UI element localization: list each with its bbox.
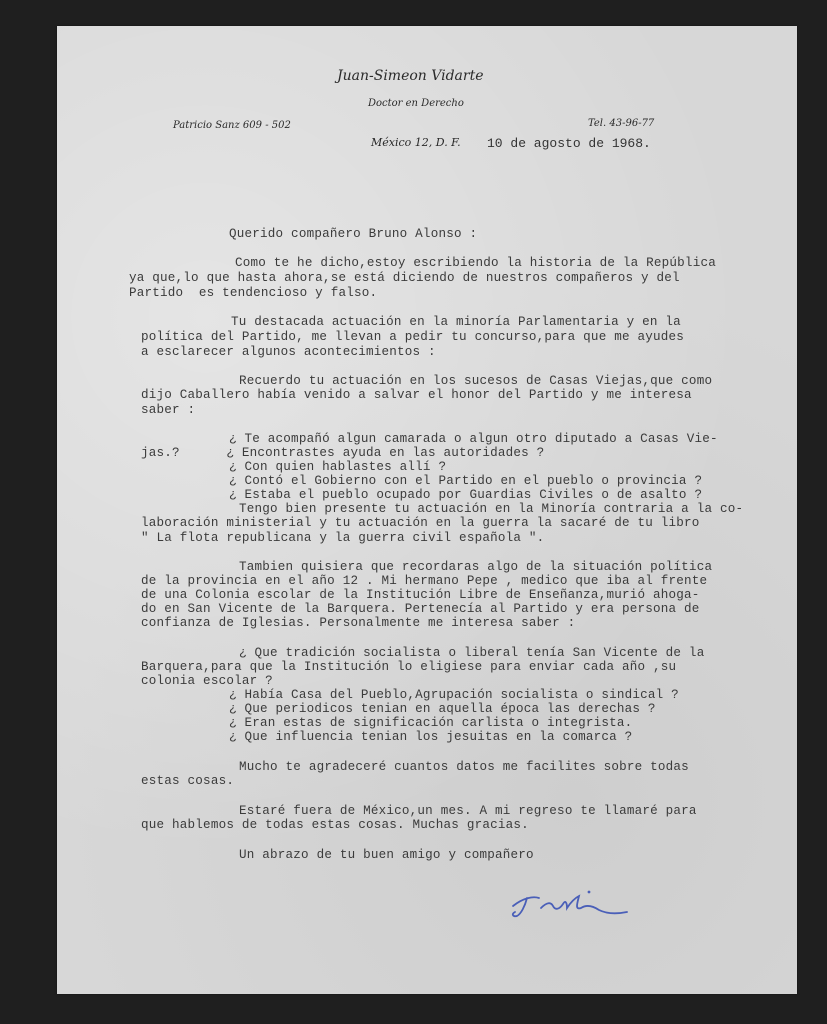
paragraph-line: a esclarecer algunos acontecimientos :	[141, 345, 436, 359]
paragraph-line: que hablemos de todas estas cosas. Muchas gracias.	[141, 818, 529, 832]
question-line: ¿ Estaba el pueblo ocupado por Guardias Civiles o de asalto ?	[229, 488, 703, 502]
question-line: colonia escolar ?	[141, 674, 273, 688]
question-line: ¿ Eran estas de significación carlista o integrista.	[229, 716, 633, 730]
paragraph-line: Estaré fuera de México,un mes. A mi regreso te llamaré para	[239, 804, 697, 818]
paragraph-line: saber :	[141, 403, 196, 417]
question-line: ¿ Con quien hablastes allí ?	[229, 460, 447, 474]
letterhead-title: Doctor en Derecho	[368, 98, 464, 109]
paragraph-line: de una Colonia escolar de la Institución Libre de Enseñanza,murió ahoga-	[141, 588, 700, 602]
letter-page	[57, 26, 797, 994]
question-line: ¿ Contó el Gobierno con el Partido en el pueblo o provincia ?	[229, 474, 703, 488]
paragraph-line: Tengo bien presente tu actuación en la Minoría contraria a la co-	[239, 502, 744, 516]
paragraph-line: Mucho te agradeceré cuantos datos me facilites sobre todas	[239, 760, 689, 774]
question-line: ¿ Te acompañó algun camarada o algun otro diputado a Casas Vie-	[229, 432, 718, 446]
paragraph-line: Como te he dicho,estoy escribiendo la historia de la República	[235, 256, 716, 270]
paragraph-line: Tambien quisiera que recordaras algo de la situación política	[239, 560, 713, 574]
letterhead-city: México 12, D. F.	[371, 136, 461, 149]
paragraph-line: Tu destacada actuación en la minoría Parlamentaria y en la	[231, 315, 681, 329]
question-line: jas.? ¿ Encontrastes ayuda en las autoridades ?	[141, 446, 545, 460]
paragraph-line: estas cosas.	[141, 774, 235, 788]
paragraph-line: confianza de Iglesias. Personalmente me interesa saber :	[141, 616, 576, 630]
paragraph-line: " La flota republicana y la guerra civil española ".	[141, 531, 545, 545]
paragraph-line: ya que,lo que hasta ahora,se está diciendo de nuestros compañeros y del	[129, 271, 680, 285]
letterhead-phone: Tel. 43-96-77	[588, 118, 655, 129]
paragraph-line: de la provincia en el año 12 . Mi hermano Pepe , medico que iba al frente	[141, 574, 708, 588]
question-line: ¿ Que tradición socialista o liberal tenía San Vicente de la	[239, 646, 705, 660]
question-line: Barquera,para que la Institución lo eligiese para enviar cada año ,su	[141, 660, 677, 674]
salutation: Querido compañero Bruno Alonso :	[229, 227, 478, 241]
question-line: ¿ Que influencia tenian los jesuitas en la comarca ?	[229, 730, 633, 744]
letterhead-address: Patricio Sanz 609 - 502	[173, 120, 291, 131]
letter-date: 10 de agosto de 1968.	[487, 136, 651, 151]
paragraph-line: laboración ministerial y tu actuación en la guerra la sacaré de tu libro	[141, 516, 700, 530]
question-line: ¿ Había Casa del Pueblo,Agrupación socialista o sindical ?	[229, 688, 679, 702]
handwritten-signature	[509, 884, 639, 924]
question-line: ¿ Que periodicos tenian en aquella época las derechas ?	[229, 702, 656, 716]
closing-line: Un abrazo de tu buen amigo y compañero	[239, 848, 534, 862]
paragraph-line: política del Partido, me llevan a pedir tu concurso,para que me ayudes	[141, 330, 685, 344]
paragraph-line: Recuerdo tu actuación en los sucesos de Casas Viejas,que como	[239, 374, 713, 388]
paragraph-line: do en San Vicente de la Barquera. Pertenecía al Partido y era persona de	[141, 602, 700, 616]
paragraph-line: Partido es tendencioso y falso.	[129, 286, 378, 300]
letterhead-name: Juan-Simeon Vidarte	[337, 68, 484, 84]
paragraph-line: dijo Caballero había venido a salvar el honor del Partido y me interesa	[141, 388, 692, 402]
